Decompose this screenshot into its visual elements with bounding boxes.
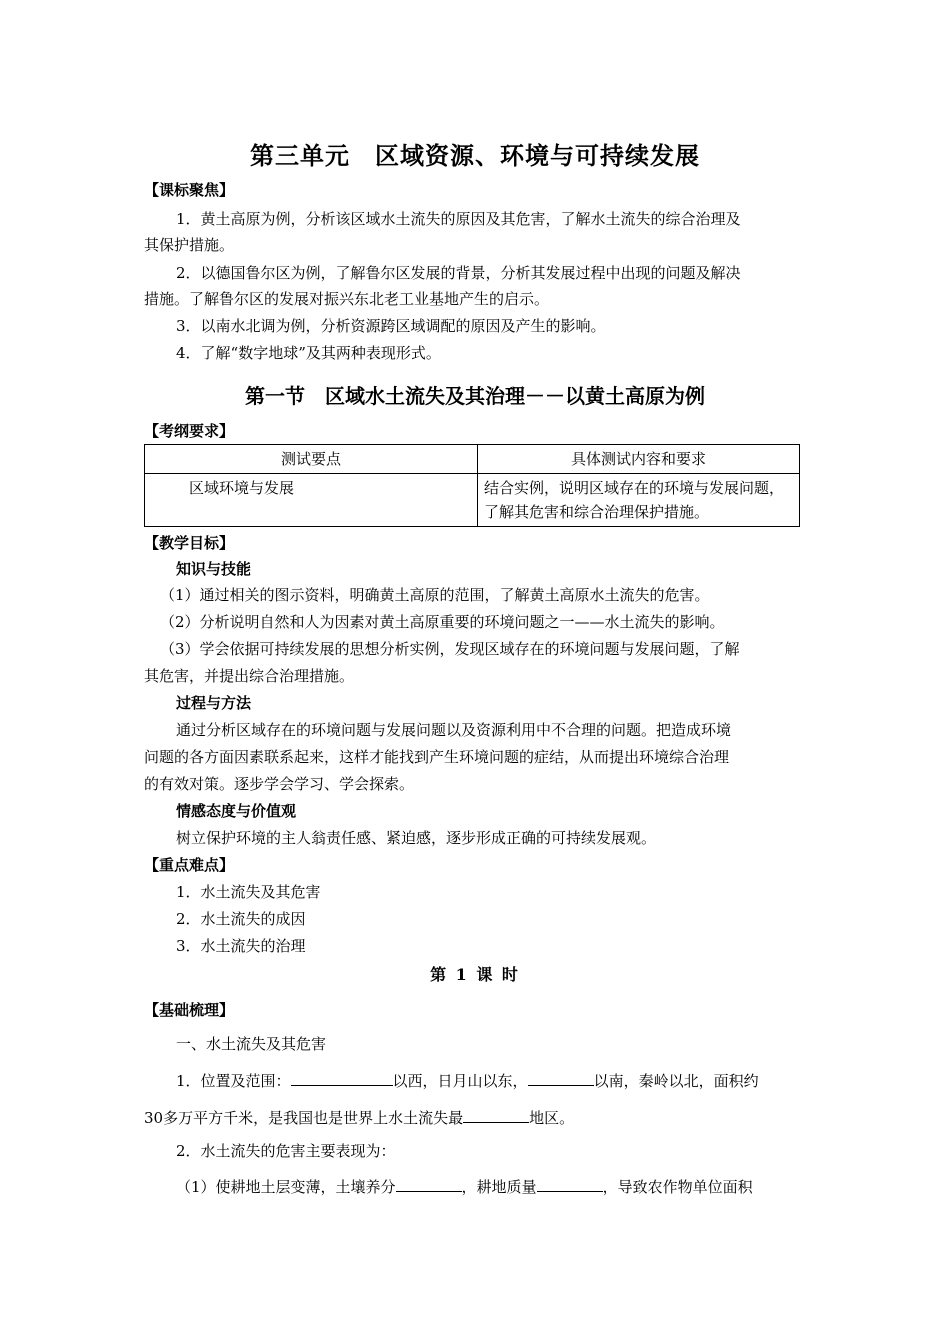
line-2-part-b: 地区。	[529, 1109, 575, 1127]
line-4-part-b: ，耕地质量	[461, 1178, 537, 1196]
process-line-2: 问题的各方面因素联系起来，这样才能找到产生环境问题的症结，从而提出环境综合治理	[144, 748, 730, 766]
blank-field[interactable]	[291, 1070, 393, 1086]
table-row	[145, 474, 800, 527]
line-2-part-a: 30多万平方千米，是我国也是世界上水土流失最	[144, 1109, 464, 1127]
blank-field[interactable]	[528, 1070, 594, 1086]
process-line-3: 的有效对策。逐步学会学习、学会探索。	[144, 775, 415, 793]
col-header-content: 具体测试内容和要求	[478, 445, 800, 474]
lesson-title: 第 1 课 时	[430, 965, 520, 984]
line-1-part-b: 以西，日月山以东，	[392, 1072, 528, 1090]
unit-title: 第三单元 区域资源、环境与可持续发展	[250, 141, 700, 170]
blank-field[interactable]	[537, 1176, 603, 1192]
process-title: 过程与方法	[176, 694, 252, 712]
knowledge-item-1: （1）通过相关的图示资料，明确黄土高原的范围，了解黄土高原水土流失的危害。	[160, 586, 710, 604]
focus-item-2-cont: 措施。了解鲁尔区的发展对振兴东北老工业基地产生的启示。	[144, 290, 550, 308]
focus-item-2: 2．以德国鲁尔区为例，了解鲁尔区发展的背景，分析其发展过程中出现的问题及解决	[176, 264, 741, 282]
knowledge-item-2: （2）分析说明自然和人为因素对黄土高原重要的环境问题之一——水土流失的影响。	[160, 613, 725, 631]
knowledge-item-3-cont: 其危害，并提出综合治理措施。	[144, 667, 355, 685]
cell-content-line-1: 结合实例，说明区域存在的环境与发展问题，	[484, 479, 785, 497]
basic-line-2	[144, 1107, 574, 1128]
emotion-title: 情感态度与价值观	[176, 802, 297, 820]
focus-item-3: 3．以南水北调为例，分析资源跨区域调配的原因及产生的影响。	[176, 317, 606, 335]
knowledge-title: 知识与技能	[176, 560, 252, 578]
basic-subheading: 一、水土流失及其危害	[176, 1035, 327, 1053]
basic-line-1	[176, 1070, 759, 1091]
exam-heading: 【考纲要求】	[144, 422, 235, 440]
process-line-1: 通过分析区域存在的环境问题与发展问题以及资源利用中不合理的问题。把造成环境	[176, 721, 732, 739]
cell-content-line-2: 了解其危害和综合治理保护措施。	[484, 503, 710, 521]
key-heading: 【重点难点】	[144, 856, 235, 874]
focus-item-1-cont: 其保护措施。	[144, 236, 235, 254]
blank-field[interactable]	[463, 1107, 529, 1123]
key-item-1: 1．水土流失及其危害	[176, 883, 321, 901]
line-4-part-c: ，导致农作物单位面积	[602, 1178, 753, 1196]
line-4-part-a: （1）使耕地土层变薄，土壤养分	[176, 1178, 396, 1196]
goals-heading: 【教学目标】	[144, 534, 235, 552]
section-title: 第一节 区域水土流失及其治理－－以黄土高原为例	[245, 384, 705, 408]
line-1-part-a: 1．位置及范围：	[176, 1072, 291, 1090]
key-item-2: 2．水土流失的成因	[176, 910, 306, 928]
focus-heading: 【课标聚焦】	[144, 181, 235, 199]
table-header-row	[145, 445, 800, 474]
blank-field[interactable]	[396, 1176, 462, 1192]
line-1-part-c: 以南，秦岭以北，面积约	[593, 1072, 759, 1090]
key-item-3: 3．水土流失的治理	[176, 937, 306, 955]
col-header-point: 测试要点	[145, 445, 478, 474]
exam-requirements-table	[144, 444, 800, 527]
cell-point: 区域环境与发展	[145, 474, 478, 527]
basic-heading: 【基础梳理】	[144, 1001, 235, 1019]
cell-content	[478, 474, 800, 527]
knowledge-item-3: （3）学会依据可持续发展的思想分析实例，发现区域存在的环境问题与发展问题，了解	[160, 640, 740, 658]
focus-item-4: 4．了解“数字地球”及其两种表现形式。	[176, 344, 441, 362]
basic-line-4	[176, 1176, 753, 1197]
emotion-line-1: 树立保护环境的主人翁责任感、紧迫感，逐步形成正确的可持续发展观。	[176, 829, 657, 847]
basic-line-3: 2．水土流失的危害主要表现为：	[176, 1142, 396, 1160]
focus-item-1: 1．黄土高原为例，分析该区域水土流失的原因及其危害，了解水土流失的综合治理及	[176, 210, 741, 228]
